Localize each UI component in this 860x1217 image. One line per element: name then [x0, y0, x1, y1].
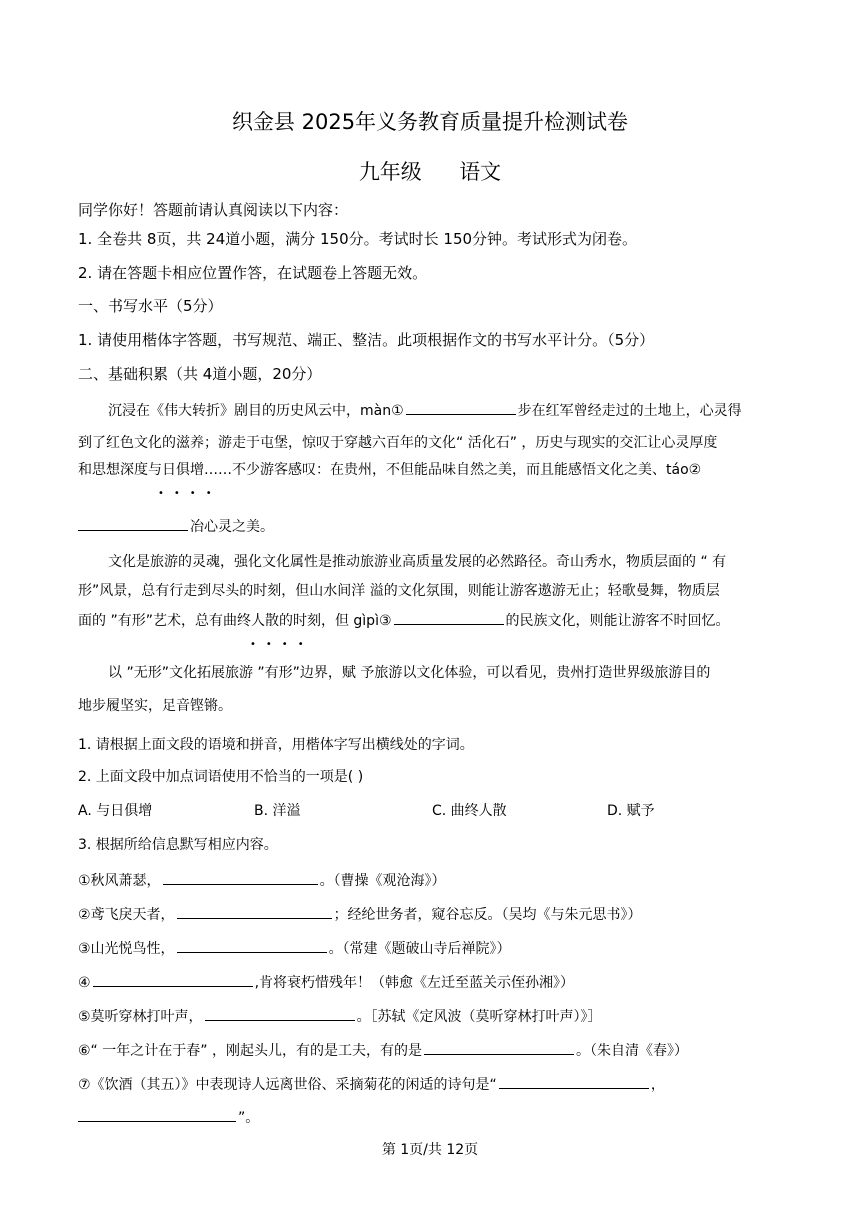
recite-item-4: ④ ,肯将衰朽惜残年！（韩愈《左迁至蓝关示侄孙湘》） — [78, 972, 574, 992]
answer-blank — [394, 610, 504, 625]
recite-item-1: ①秋风萧瑟， 。（曹操《观沧海》） — [78, 870, 446, 890]
recite-item-7: ⑦《饮酒（其五）》中表现诗人远离世俗、采摘菊花的闲适的诗句是“ ， — [78, 1074, 665, 1094]
grade-label: 九年级 — [358, 160, 422, 184]
passage-line: 到了红色文化的滋养；游走于屯堡，惊叹于穿越六百年的文化“ 活化石” ，历史与现实的交汇让心灵厚度 — [78, 435, 718, 451]
answer-blank — [78, 516, 188, 531]
answer-blank — [406, 400, 516, 415]
exam-subtitle — [0, 158, 860, 186]
question-1: 1. 请根据上面文段的语境和拼音，用楷体字写出横线处的字词。 — [78, 737, 474, 753]
recite-item-3: ③山光悦鸟性， 。（常建《题破山寺后禅院》） — [78, 938, 511, 958]
passage-line: 面的 ”有形”艺术，总有曲终人散的时刻，但 gìpì③ 的民族文化，则能让游客不时回忆。 — [78, 610, 730, 630]
answer-blank — [163, 870, 318, 885]
answer-blank — [205, 1006, 355, 1021]
answer-blank — [78, 1107, 236, 1122]
answer-blank — [177, 904, 332, 919]
answer-blank — [499, 1074, 649, 1089]
answer-blank — [424, 1040, 574, 1055]
question-3: 3. 根据所给信息默写相应内容。 — [78, 837, 278, 853]
note-1: 1. 全卷共 8页，共 24道小题，满分 150分。考试时长 150分钟。考试形式为闭卷。 — [78, 230, 638, 248]
option-c: C. 曲终人散 — [432, 803, 507, 819]
recite-item-2: ②鸢飞戾天者， ；经纶世务者，窥谷忘反。（吴均《与朱元思书》） — [78, 904, 642, 924]
section-1-question: 1. 请使用楷体字答题，书写规范、端正、整洁。此项根据作文的书写水平计分。（5分） — [78, 331, 655, 349]
option-d: D. 赋予 — [607, 803, 655, 819]
answer-blank — [93, 972, 253, 987]
notes-intro: 同学你好！答题前请认真阅读以下内容： — [78, 201, 349, 219]
recite-item-7-cont: ”。 — [78, 1107, 259, 1127]
passage-line: 形”风景，总有行走到尽头的时刻，但山水间洋 溢的文化氛围，则能让游客遨游无止；轻歌曼舞，物质层 — [78, 583, 720, 599]
passage-line: 冶心灵之美。 — [78, 516, 274, 536]
recite-item-5: ⑤莫听穿林打叶声， 。［苏轼《定风波（莫听穿林打叶声）》］ — [78, 1006, 602, 1026]
section-1-heading: 一、书写水平（5分） — [78, 297, 223, 315]
page-number: 第 1页/共 12页 — [381, 1142, 479, 1158]
answer-blank — [177, 938, 327, 953]
passage-line: 沉浸在《伟大转折》剧目的历史风云中，màn① 步在红军曾经走过的土地上，心灵得 — [108, 400, 742, 420]
exam-title: 织金县 2025年义务教育质量提升检测试卷 — [231, 110, 629, 134]
passage-line: 文化是旅游的灵魂，强化文化属性是推动旅游业高质量发展的必然路径。奇山秀水，物质层面的 “ 有 — [108, 554, 727, 570]
passage-line: 地步履坚实，足音铿锵。 — [78, 698, 232, 714]
question-2: 2. 上面文段中加点词语使用不恰当的一项是( ) — [78, 769, 364, 785]
passage-line: 以 ”无形”文化拓展旅游 ”有形”边界，赋 予旅游以文化体验，可以看见，贵州打造世界级旅游目的 — [108, 665, 711, 681]
note-2: 2. 请在答题卡相应位置作答，在试题卷上答题无效。 — [78, 264, 428, 282]
passage-line: 和思想深度与日俱增……不少游客感叹：在贵州，不但能品味自然之美，而且能感悟文化之美、táo② — [78, 462, 702, 478]
option-b: B. 洋溢 — [254, 803, 301, 819]
section-2-heading: 二、基础积累（共 4道小题，20分） — [78, 365, 322, 383]
subject-label: 语文 — [459, 160, 502, 184]
option-a: A. 与日俱增 — [78, 803, 153, 819]
emphasis-dots: •••• — [158, 488, 222, 499]
emphasis-dots: •••• — [250, 639, 314, 650]
recite-item-6: ⑥“ 一年之计在于春” ，刚起头儿，有的是工夫，有的是 。（朱自清《春》） — [78, 1040, 688, 1060]
